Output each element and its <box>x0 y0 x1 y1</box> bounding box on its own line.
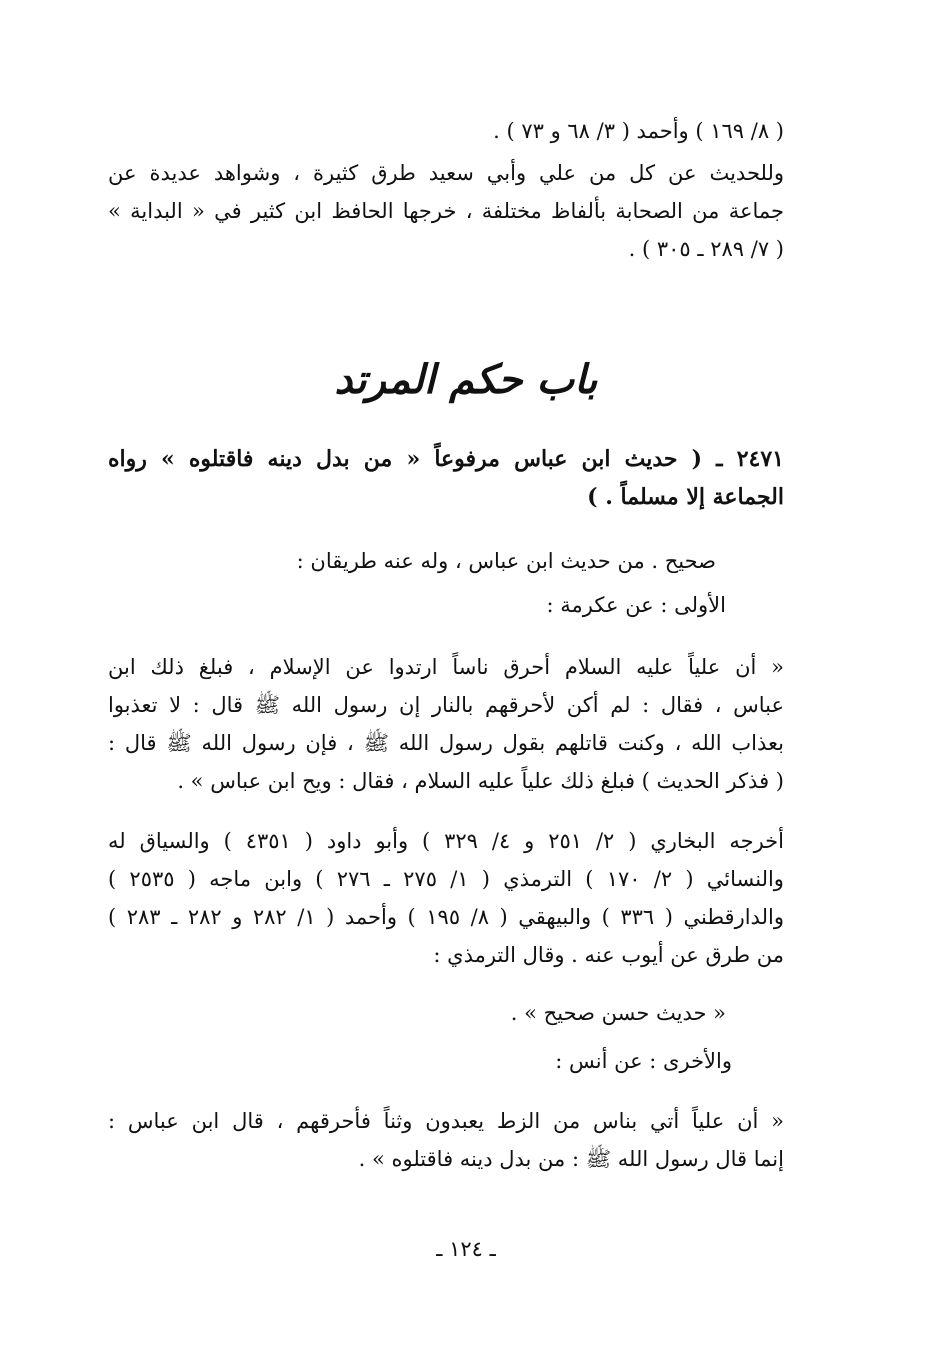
chapter-title: باب حكم المرتد <box>334 356 598 403</box>
text-line: وللحديث عن كل من علي وأبي سعيد طرق كثيرة ، وشواهد عديدة عن <box>108 161 784 185</box>
page-number: ـ ١٢٤ ـ <box>436 1237 496 1261</box>
tirmidhi-section <box>108 994 784 1080</box>
text-line: الجماعة إلا مسلماً . ) <box>587 484 784 510</box>
first-path-text <box>108 648 784 800</box>
text-line: ٢٤٧١ ـ ( حديث ابن عباس مرفوعاً « من بدل دينه فاقتلوه » رواه <box>108 446 784 472</box>
text-line: إنما قال رسول الله ﷺ : من بدل دينه فاقتلوه » . <box>358 1147 784 1171</box>
tirmidhi-quote: « حديث حسن صحيح » . <box>510 1001 726 1025</box>
text-line: « أن علياً عليه السلام أحرق ناساً ارتدوا عن الإسلام ، فبلغ ذلك ابن <box>108 655 784 679</box>
text-line: بعذاب الله ، وكنت قاتلهم بقول رسول الله ﷺ ، فإن رسول الله ﷺ قال : <box>108 731 784 755</box>
text-line: جماعة من الصحابة بألفاظ مختلفة ، خرجها الحافظ ابن كثير في « البداية » <box>108 199 784 223</box>
text-line: ( فذكر الحديث ) فبلغ ذلك علياً عليه السلام ، فقال : ويح ابن عباس » . <box>177 769 784 793</box>
second-path-label: والأخرى : عن أنس : <box>555 1049 732 1073</box>
text-line: « أن علياً أتي بناس من الزط يعبدون وثناً فأحرقهم ، قال ابن عباس : <box>108 1109 784 1133</box>
second-path-text <box>108 1102 784 1178</box>
text-line: والنسائي ( ٢/ ١٧٠ ) الترمذي ( ١/ ٢٧٥ ـ ٢٧٦ ) وابن ماجه ( ٢٥٣٥ ) <box>108 867 784 891</box>
first-path-label: الأولى : عن عكرمة : <box>546 593 726 617</box>
verdict-section <box>108 542 784 624</box>
text-line: والدارقطني ( ٣٣٦ ) والبيهقي ( ٨/ ١٩٥ ) وأحمد ( ١/ ٢٨٢ و ٢٨٢ ـ ٢٨٣ ) <box>108 905 784 929</box>
verdict-text: صحيح . من حديث ابن عباس ، وله عنه طريقان : <box>296 549 716 573</box>
takhrij-paragraph <box>108 822 784 974</box>
text-line: عباس ، فقال : لم أكن لأحرقهم بالنار إن رسول الله ﷺ قال : لا تعذبوا <box>108 693 784 717</box>
text-line: ( ٨/ ١٦٩ ) وأحمد ( ٣/ ٦٨ و ٧٣ ) . <box>493 119 784 143</box>
hadith-header <box>108 440 784 516</box>
text-line: ( ٧/ ٢٨٩ ـ ٣٠٥ ) . <box>628 237 784 261</box>
text-line: أخرجه البخاري ( ٢/ ٢٥١ و ٤/ ٣٢٩ ) وأبو داود ( ٤٣٥١ ) والسياق له <box>108 829 784 853</box>
top-paragraph <box>108 112 784 268</box>
text-line: من طرق عن أيوب عنه . وقال الترمذي : <box>433 943 784 967</box>
